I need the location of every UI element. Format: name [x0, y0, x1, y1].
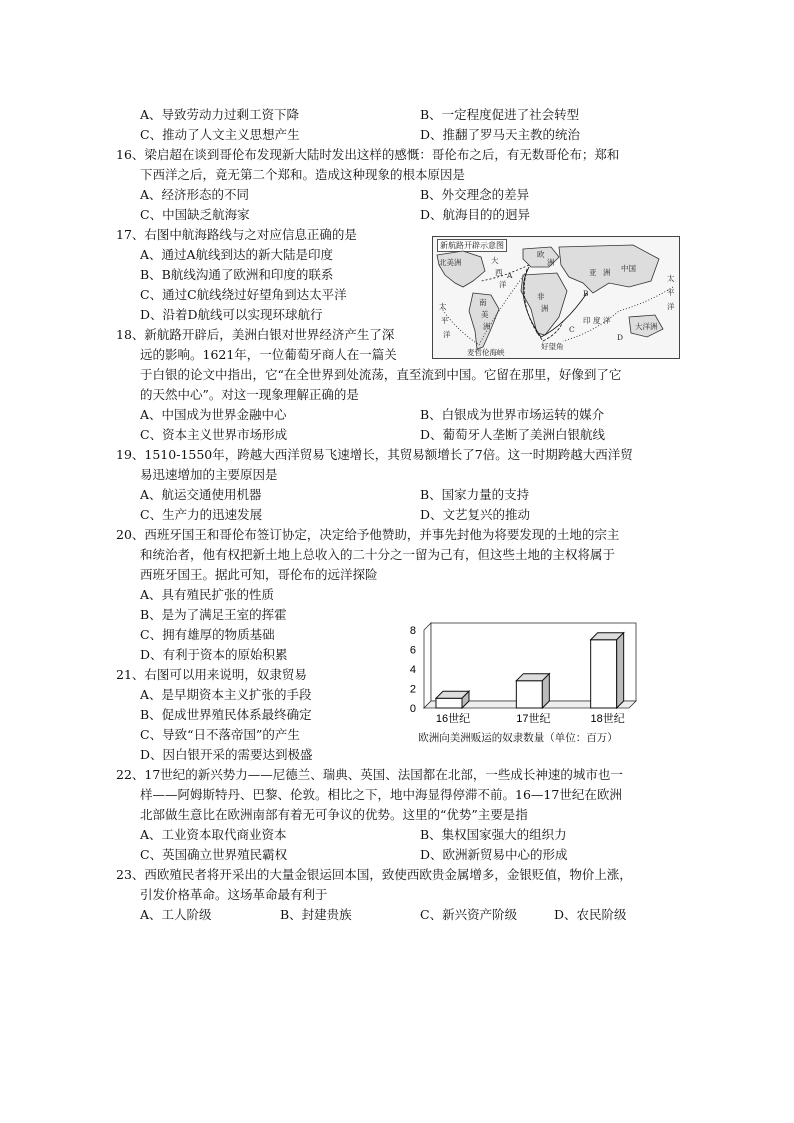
bar-front [436, 698, 462, 708]
q22-option-d: D、欧洲新贸易中心的形成 [420, 847, 568, 862]
q23-stem-line2: 引发价格革命。这场革命最有利于 [140, 887, 328, 902]
q21-stem: 21、右图可以用来说明，奴隶贸易 [116, 667, 307, 682]
map-label: 洋 [603, 316, 611, 325]
q21-option-c: C、导致“日不落帝国”的产生 [140, 727, 300, 742]
q19-option-d: D、文艺复兴的推动 [420, 507, 531, 522]
option-c: C、推动了人文主义思想产生 [140, 127, 300, 142]
map-label: 洋 [667, 302, 675, 311]
q18-stem-line2: 远的影响。1621年，一位葡萄牙商人在一篇关 [140, 347, 397, 362]
map-label: 洲 [603, 268, 611, 277]
map-label: 洲 [541, 304, 549, 313]
q16-option-a: A、经济形态的不同 [140, 187, 250, 202]
map-label: B [583, 289, 589, 298]
option-b: B、一定程度促进了社会转型 [420, 107, 580, 122]
map-label: 欧 [537, 250, 545, 259]
map-label: 北美洲 [439, 258, 462, 267]
q18-stem-line4: 的天然中心”。对这一现象理解正确的是 [140, 387, 359, 402]
q20-option-b: B、是为了满足王室的挥霍 [140, 607, 287, 622]
q20-option-d: D、有利于资本的原始积累 [140, 647, 288, 662]
option-d: D、推翻了罗马天主教的统治 [420, 127, 581, 142]
y-tick-label: 6 [409, 644, 416, 657]
q16-stem-line1: 16、梁启超在谈到哥伦布发现新大陆时发出这样的感慨：哥伦布之后，有无数哥伦布；郑和 [116, 147, 620, 162]
bar-chart [398, 620, 638, 730]
map-label: 洲 [483, 322, 491, 331]
q18-option-b: B、白银成为世界市场运转的媒介 [420, 407, 605, 422]
bar-front [591, 640, 617, 708]
q18-stem-line3: 于白银的论文中指出，它“在全世界到处流荡，直至流到中国。它留在那里，好像到了它 [140, 367, 622, 382]
map-label: 南 [479, 298, 487, 307]
map-label: 麦哲伦海峡 [467, 348, 505, 357]
q16-option-c: C、中国缺乏航海家 [140, 207, 250, 222]
map-label: 非 [537, 292, 545, 301]
q23-option-a: A、工人阶级 [140, 907, 212, 922]
navigation-routes-map [432, 236, 680, 359]
map-label: 平 [667, 288, 675, 297]
y-tick-label: 0 [409, 703, 416, 715]
q16-option-d: D、航海目的的迥异 [420, 207, 531, 222]
x-tick-label: 18世纪 [590, 713, 625, 725]
x-tick-label: 16世纪 [435, 713, 471, 725]
map-label: 好望角 [541, 342, 564, 351]
world-map-drawing [433, 237, 679, 358]
map-label: C [569, 325, 575, 334]
q18-option-a: A、中国成为世界金融中心 [140, 407, 287, 422]
map-label: 美 [481, 310, 489, 319]
q17-option-a: A、通过A航线到达的新大陆是印度 [140, 247, 334, 262]
map-label: 亚 [589, 268, 597, 277]
q17-option-b: B、B航线沟通了欧洲和印度的联系 [140, 267, 334, 282]
q19-stem-line1: 19、1510-1550年，跨越大西洋贸易飞速增长，其贸易额增长了7倍。这一时期跨越大西洋贸 [116, 447, 633, 462]
q20-option-c: C、拥有雄厚的物质基础 [140, 627, 275, 642]
map-label: 太 [667, 274, 675, 283]
q22-option-c: C、英国确立世界殖民霸权 [140, 847, 288, 862]
q22-stem-line3: 北部做生意比在欧洲南部有着无可争议的优势。这里的“优势”主要是指 [140, 807, 528, 822]
bar-side [617, 633, 624, 708]
q21-option-b: B、促成世界殖民体系最终确定 [140, 707, 312, 722]
map-label: 大洋洲 [635, 322, 658, 331]
q18-option-d: D、葡萄牙人垄断了美洲白银航线 [420, 427, 606, 442]
chart-side-wall [424, 623, 431, 708]
map-label: 洋 [499, 280, 507, 289]
q21-option-a: A、是早期资本主义扩张的手段 [140, 687, 312, 702]
map-label: 太 [439, 302, 447, 311]
q16-option-b: B、外交理念的差异 [420, 187, 530, 202]
slave-trade-chart [398, 620, 638, 748]
q23-option-d: D、农民阶级 [554, 907, 627, 922]
q17-stem: 17、右图中航海路线与之对应信息正确的是 [116, 227, 357, 242]
q20-stem-line1: 20、西班牙国王和哥伦布签订协定，决定给予他赞助，并事先封他为将要发现的土地的宗主 [116, 527, 620, 542]
map-label: 度 [593, 316, 601, 325]
map-label: A [507, 271, 513, 280]
option-a: A、导致劳动力过剩工资下降 [140, 107, 300, 122]
bar-front [516, 681, 542, 708]
q20-option-a: A、具有殖民扩张的性质 [140, 587, 275, 602]
chart-caption: 欧洲向美洲贩运的奴隶数量（单位：百万） [418, 732, 618, 744]
map-title: 新航路开辟示意图 [437, 239, 507, 252]
q19-stem-line2: 易迅速增加的主要原因是 [140, 467, 278, 482]
q19-option-b: B、国家力量的支持 [420, 487, 530, 502]
x-tick-label: 17世纪 [516, 713, 551, 725]
q22-option-a: A、工业资本取代商业资本 [140, 827, 287, 842]
q23-option-b: B、封建贵族 [280, 907, 352, 922]
q18-option-c: C、资本主义世界市场形成 [140, 427, 288, 442]
map-label: 洲 [547, 258, 555, 267]
q21-option-d: D、因白银开采的需要达到极盛 [140, 747, 313, 762]
y-tick-label: 8 [409, 625, 416, 637]
map-label: D [617, 333, 624, 342]
map-label: 平 [441, 316, 449, 325]
map-label: 西 [495, 268, 503, 277]
map-label: 印 [583, 316, 591, 325]
q19-option-a: A、航运交通使用机器 [140, 487, 262, 502]
q16-stem-line2: 下西洋之后，竟无第二个郑和。造成这种现象的根本原因是 [140, 167, 466, 182]
q22-stem-line2: 样——阿姆斯特丹、巴黎、伦敦。相比之下，地中海显得停滞不前。16—17世纪在欧洲 [140, 787, 622, 802]
y-tick-label: 4 [409, 664, 416, 676]
q22-option-b: B、集权国家强大的组织力 [420, 827, 567, 842]
q18-stem-line1: 18、新航路开辟后，美洲白银对世界经济产生了深 [116, 327, 395, 342]
q17-option-c: C、通过C航线绕过好望角到达太平洋 [140, 287, 347, 302]
q17-option-d: D、沿着D航线可以实现环球航行 [140, 307, 323, 322]
q22-stem-line1: 22、17世纪的新兴势力——尼德兰、瑞典、英国、法国都在北部，一些成长神速的城市也一 [116, 767, 623, 782]
q23-option-c: C、新兴资产阶级 [420, 907, 518, 922]
q20-stem-line2: 和统治者，他有权把新土地上总收入的二十分之一留为己有，但这些土地的主权将属于 [140, 547, 616, 562]
y-tick-label: 2 [409, 683, 416, 696]
map-label: 洋 [443, 330, 451, 339]
q19-option-c: C、生产力的迅速发展 [140, 507, 263, 522]
map-label: 中国 [621, 264, 636, 273]
q23-stem-line1: 23、西欧殖民者将开采出的大量金银运回本国，致使西欧贵金属增多，金银贬值，物价上涨， [116, 867, 632, 882]
q20-stem-line3: 西班牙国王。据此可知，哥伦布的远洋探险 [140, 567, 378, 582]
map-label: 大 [491, 256, 499, 265]
